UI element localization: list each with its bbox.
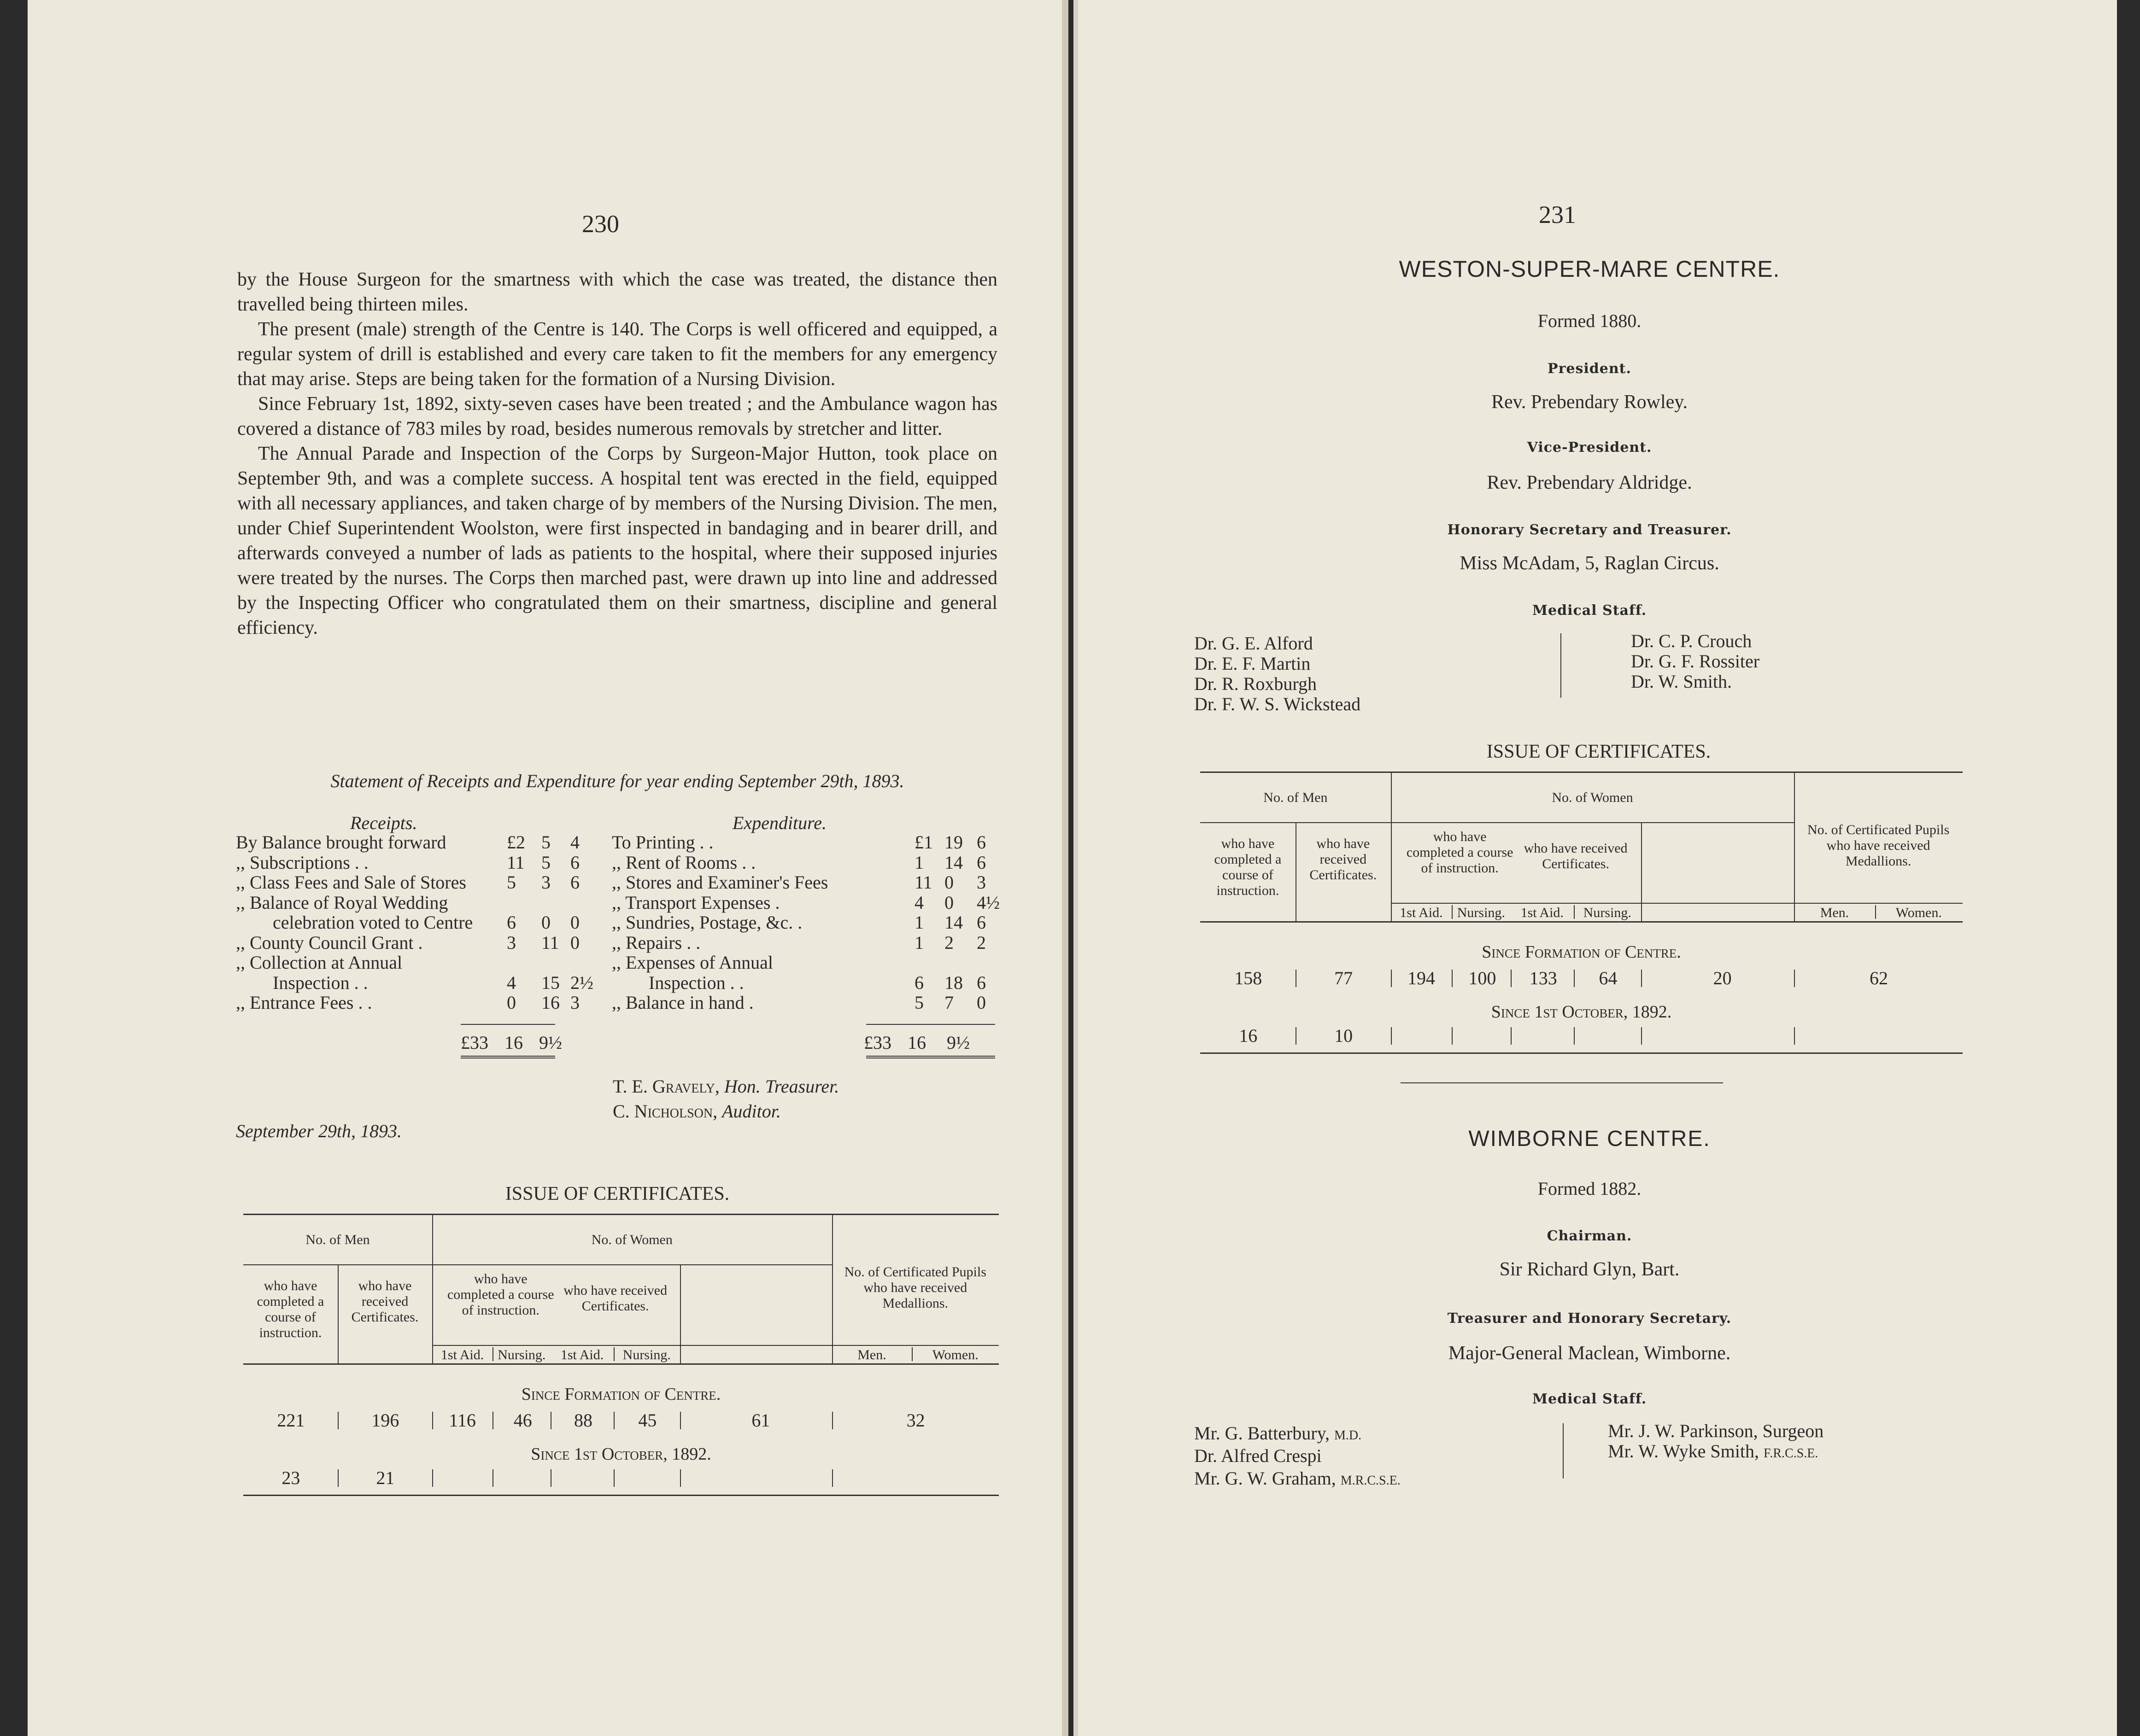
- staff-member: Mr. J. W. Parkinson, Surgeon: [1608, 1420, 1824, 1441]
- since-formation-label: Since Formation of Centre.: [1482, 942, 1681, 962]
- president-heading: President.: [1548, 361, 1631, 377]
- since-october-label: Since 1st October, 1892.: [1491, 1002, 1672, 1022]
- cell-value: 221: [277, 1410, 305, 1431]
- ledger-shillings: 0: [944, 872, 954, 893]
- subheader: Nursing.: [498, 1347, 546, 1362]
- staff-list-left: [1194, 1423, 1401, 1491]
- cell-value: 116: [449, 1410, 476, 1431]
- ledger-pounds: 6: [507, 912, 516, 933]
- ledger-pence: 6: [977, 912, 986, 933]
- ledger-shillings: 15: [541, 972, 560, 993]
- ledger-shillings: 19: [944, 832, 963, 853]
- divider: [1563, 1423, 1564, 1479]
- cell-value: 64: [1599, 968, 1618, 988]
- expenditure-heading: Expenditure.: [733, 812, 827, 833]
- subheader: Nursing.: [622, 1347, 671, 1362]
- paragraph: The Annual Parade and Inspection of the Corps by Surgeon-Major Hutton, took place on September 9th, and was a complete success. A hospital tent was erected in the field, equipped with all necessary appliances, and taken charge of by members of the Nursing Division. The men, under Chief Superintendent Woolston, were first inspected in bandaging and in bearer drill, and afterwards conveyed a number of lads as patients to the hospital, where their supposed injuries were treated by the nurses. The Corps then marched past, were drawn up into line and addressed by the Inspecting Officer who congratulated them on their smartness, discipline and general efficiency.: [237, 443, 997, 638]
- cell-separator: [492, 1412, 493, 1429]
- header-w-completed: who have completed a course of instruction.: [447, 1271, 554, 1318]
- header-completed: who have completed a course of instruction.: [1214, 836, 1282, 898]
- cell-separator: [492, 1469, 493, 1487]
- cell-value: 21: [376, 1467, 395, 1488]
- table-rule: [432, 1264, 832, 1265]
- statement-title: Statement of Receipts and Expenditure for year ending September 29th, 1893.: [330, 771, 904, 791]
- subheader: 1st Aid.: [440, 1347, 484, 1362]
- ledger-row: [28, 952, 1062, 973]
- table-rule: [1875, 905, 1876, 919]
- paragraph: The present (male) strength of the Centre is 140. The Corps is well officered and equipped, a regular system of drill is established and every care taken to fit the members for any emergency that may arise. Steps are being taken for the formation of a Nursing Division.: [237, 319, 997, 390]
- ledger-label: Inspection . .: [273, 972, 368, 993]
- staff-member: Dr. C. P. Crouch: [1631, 631, 1752, 651]
- subheader: Women.: [1895, 905, 1942, 920]
- header-medallions: No. of Certificated Pupils who have received Medallions.: [844, 1264, 986, 1311]
- cell-separator: [1511, 970, 1512, 987]
- ledger-pence: 4: [570, 832, 580, 853]
- statement-date: September 29th, 1893.: [236, 1121, 402, 1141]
- since-october-label: Since 1st October, 1892.: [531, 1444, 711, 1464]
- header-men: No. of Men: [305, 1232, 370, 1247]
- header-received: who have received Certificates.: [1309, 836, 1377, 883]
- ledger-shillings: 11: [541, 932, 559, 953]
- paragraph: by the House Surgeon for the smartness with which the case was treated, the distance then travelled being thirteen miles.: [237, 269, 997, 315]
- table-rule: [832, 1214, 833, 1363]
- chairman-name: Sir Richard Glyn, Bart.: [1499, 1259, 1680, 1280]
- certificates-table: [243, 1214, 999, 1499]
- table-rule: [1200, 772, 1963, 773]
- header-women: No. of Women: [1552, 790, 1633, 805]
- ledger-pounds: 5: [915, 992, 924, 1013]
- medical-staff-heading: Medical Staff.: [1532, 602, 1647, 619]
- cell-value: 10: [1334, 1025, 1353, 1046]
- right-page: [1073, 0, 2117, 1736]
- ledger-pounds: 1: [915, 912, 924, 933]
- since-formation-label: Since Formation of Centre.: [521, 1385, 721, 1404]
- ledger-pence: 3: [570, 992, 580, 1013]
- table-rule: [1391, 903, 1963, 904]
- ledger-pounds: 3: [507, 932, 516, 953]
- cell-separator: [1452, 1027, 1453, 1045]
- page-number: 231: [1539, 201, 1576, 228]
- table-rule: [492, 1347, 493, 1361]
- table-rule: [243, 1495, 999, 1496]
- ledger-row: [28, 992, 1062, 1013]
- ledger-shillings: 5: [541, 852, 551, 873]
- ledger-shillings: 14: [944, 912, 963, 933]
- subheader: Nursing.: [1457, 905, 1505, 920]
- ledger-pounds: 5: [507, 872, 516, 893]
- cell-separator: [1574, 1027, 1575, 1045]
- cell-value: 16: [1239, 1025, 1258, 1046]
- ledger-label: ,, Transport Expenses .: [612, 892, 780, 913]
- ledger-row: [28, 972, 1062, 993]
- table-rule: [1200, 921, 1963, 923]
- cell-separator: [1641, 970, 1642, 987]
- ledger-shillings: 16: [541, 992, 560, 1013]
- ledger-pounds: 1: [915, 932, 924, 953]
- secretary-name: Miss McAdam, 5, Raglan Circus.: [1460, 553, 1719, 574]
- receipts-heading: Receipts.: [350, 812, 417, 833]
- ledger-pounds: 0: [507, 992, 516, 1013]
- cell-value: 23: [281, 1467, 300, 1488]
- cell-separator: [1794, 970, 1795, 987]
- staff-member: Dr. W. Smith.: [1631, 671, 1732, 692]
- ledger-pence: 0: [570, 932, 580, 953]
- ledger-shillings: 14: [944, 852, 963, 873]
- cell-separator: [1391, 1027, 1392, 1045]
- cell-separator: [1574, 970, 1575, 987]
- header-w-completed: who have completed a course of instruction.: [1406, 829, 1513, 876]
- staff-list-right: [1608, 1421, 1823, 1464]
- divider: [866, 1056, 995, 1058]
- table-rule: [1452, 905, 1453, 919]
- total-shillings: 16: [908, 1032, 926, 1053]
- ledger-label: ,, Entrance Fees . .: [236, 992, 372, 1013]
- ledger-shillings: 3: [541, 872, 551, 893]
- ledger-label: ,, Sundries, Postage, &c. .: [612, 912, 803, 933]
- ledger-label: ,, Rent of Rooms . .: [612, 852, 756, 873]
- cell-separator: [432, 1469, 433, 1487]
- ledger-pounds: 4: [507, 972, 516, 993]
- body-text: [237, 267, 997, 640]
- ledger-pence: 0: [570, 912, 580, 933]
- paragraph: Since February 1st, 1892, sixty-seven cases have been treated ; and the Ambulance wagon has covered a distance of 783 miles by road, besides numerous removals by stretcher and litter.: [237, 393, 997, 439]
- ledger-pence: 3: [977, 872, 986, 893]
- cell-separator: [614, 1469, 615, 1487]
- cell-value: 45: [638, 1410, 657, 1431]
- table-rule: [1391, 822, 1794, 823]
- certificates-table: [1200, 772, 1963, 1057]
- ledger-pounds: 1: [915, 852, 924, 873]
- header-completed: who have completed a course of instruction.: [257, 1278, 324, 1340]
- subheader: 1st Aid.: [1520, 905, 1564, 920]
- centre-title: WIMBORNE CENTRE.: [1468, 1127, 1711, 1151]
- table-rule: [432, 1345, 999, 1346]
- cell-value: 194: [1407, 968, 1435, 988]
- chairman-heading: Chairman.: [1547, 1228, 1632, 1244]
- ledger-pence: 4½: [977, 892, 1000, 913]
- staff-member: Mr. G. Batterbury, M.D.: [1194, 1423, 1362, 1444]
- ledger-shillings: 2: [944, 932, 954, 953]
- ledger-label: ,, Balance of Royal Wedding: [236, 892, 448, 913]
- header-w-received: who have received Certificates.: [1524, 841, 1628, 871]
- total-shillings: 16: [504, 1032, 523, 1053]
- medical-staff-heading: Medical Staff.: [1532, 1391, 1647, 1407]
- staff-member: Mr. G. W. Graham, M.R.C.S.E.: [1194, 1468, 1401, 1489]
- cell-separator: [1452, 970, 1453, 987]
- ledger-pence: 2½: [570, 972, 593, 993]
- cell-value: 88: [574, 1410, 592, 1431]
- ledger-row: [28, 892, 1062, 913]
- header-w-received: who have received Certificates.: [563, 1283, 668, 1314]
- ledger-shillings: 5: [541, 832, 551, 853]
- ledger-label: ,, Repairs . .: [612, 932, 701, 953]
- ledger-pounds: £2: [507, 832, 525, 853]
- ledger-shillings: 18: [944, 972, 963, 993]
- table-rule: [243, 1214, 999, 1215]
- ledger-label: ,, County Council Grant .: [236, 932, 423, 953]
- cell-separator: [680, 1469, 681, 1487]
- auditor-signature: C. Nicholson, Auditor.: [613, 1101, 781, 1122]
- cell-separator: [1391, 970, 1392, 987]
- ledger-pounds: 6: [915, 972, 924, 993]
- ledger-pounds: 11: [915, 872, 932, 893]
- cell-separator: [1641, 1027, 1642, 1045]
- ledger-row: [28, 852, 1062, 873]
- total-pence: 9½: [539, 1032, 562, 1053]
- table-rule: [1641, 822, 1642, 921]
- staff-member: Dr. F. W. S. Wickstead: [1194, 694, 1361, 714]
- ledger-pence: 6: [570, 852, 580, 873]
- cell-value: 61: [751, 1410, 770, 1431]
- ledger-row: [28, 932, 1062, 953]
- cell-value: 46: [513, 1410, 532, 1431]
- cell-value: 77: [1334, 968, 1353, 988]
- ledger-pence: 2: [977, 932, 986, 953]
- divider: [461, 1056, 555, 1058]
- cell-value: 62: [1869, 968, 1888, 988]
- table-rule: [614, 1347, 615, 1361]
- formed-date: Formed 1882.: [1537, 1178, 1642, 1199]
- ledger-row: [28, 831, 1062, 853]
- divider: [866, 1024, 995, 1025]
- staff-member: Dr. R. Roxburgh: [1194, 673, 1317, 694]
- section-divider: [1401, 1082, 1723, 1083]
- ledger-pence: 6: [977, 852, 986, 873]
- table-rule: [1200, 1052, 1963, 1054]
- table-rule: [912, 1347, 913, 1361]
- ledger-label: ,, Subscriptions . .: [236, 852, 369, 873]
- page-number: 230: [582, 210, 619, 238]
- ledger-pence: 0: [977, 992, 986, 1013]
- subheader: 1st Aid.: [1400, 905, 1443, 920]
- table-rule: [1574, 905, 1575, 919]
- table-rule: [1794, 772, 1795, 921]
- cell-separator: [832, 1469, 833, 1487]
- staff-list-right: [1631, 631, 1759, 692]
- table-rule: [680, 1264, 681, 1363]
- ledger-label: Inspection . .: [649, 972, 744, 993]
- cell-value: 20: [1713, 968, 1732, 988]
- subheader: 1st Aid.: [560, 1347, 604, 1362]
- staff-member: Dr. Alfred Crespi: [1194, 1445, 1322, 1466]
- cell-separator: [338, 1469, 339, 1487]
- header-women: No. of Women: [591, 1232, 673, 1247]
- subheader: Men.: [1820, 905, 1849, 920]
- divider: [461, 1024, 555, 1025]
- staff-list-left: [1194, 633, 1360, 714]
- ledger-label: ,, Class Fees and Sale of Stores: [236, 872, 466, 893]
- ledger-pounds: £1: [915, 832, 933, 853]
- cell-separator: [614, 1412, 615, 1429]
- ledger-pounds: 4: [915, 892, 924, 913]
- ledger-shillings: 7: [944, 992, 954, 1013]
- treasurer-name: Major-General Maclean, Wimborne.: [1448, 1343, 1731, 1364]
- subheader: Nursing.: [1583, 905, 1631, 920]
- subheader: Men.: [857, 1347, 886, 1362]
- ledger-label: ,, Expenses of Annual: [612, 952, 773, 973]
- cell-separator: [1511, 1027, 1512, 1045]
- certificates-title: ISSUE OF CERTIFICATES.: [1486, 741, 1711, 762]
- certificates-title: ISSUE OF CERTIFICATES.: [505, 1183, 730, 1204]
- expenditure-total: [28, 1032, 1062, 1053]
- table-rule: [338, 1264, 339, 1363]
- ledger-label: celebration voted to Centre: [273, 912, 473, 933]
- ledger-pounds: 11: [507, 852, 525, 873]
- staff-member: Dr. G. F. Rossiter: [1631, 651, 1760, 672]
- header-men: No. of Men: [1263, 790, 1328, 805]
- divider: [1560, 633, 1561, 698]
- ledger-pence: 6: [977, 832, 986, 853]
- cell-value: 100: [1468, 968, 1496, 988]
- cell-value: 32: [906, 1410, 925, 1431]
- ledger-shillings: 0: [944, 892, 954, 913]
- staff-member: Mr. W. Wyke Smith, F.R.C.S.E.: [1608, 1441, 1818, 1461]
- left-page: [28, 0, 1068, 1736]
- table-rule: [243, 1363, 999, 1365]
- cell-value: 196: [371, 1410, 399, 1431]
- vice-president-name: Rev. Prebendary Aldridge.: [1487, 472, 1692, 493]
- total-pence: 9½: [947, 1032, 970, 1053]
- cell-separator: [338, 1412, 339, 1429]
- ledger-label: ,, Collection at Annual: [236, 952, 403, 973]
- cell-separator: [680, 1412, 681, 1429]
- cell-value: 133: [1529, 968, 1557, 988]
- president-name: Rev. Prebendary Rowley.: [1491, 392, 1688, 413]
- total-pounds: £33: [461, 1032, 488, 1053]
- ledger-row: [28, 871, 1062, 893]
- staff-member: Dr. G. E. Alford: [1194, 633, 1313, 654]
- subheader: Women.: [932, 1347, 979, 1362]
- ledger-label: ,, Balance in hand .: [612, 992, 754, 1013]
- ledger-shillings: 0: [541, 912, 551, 933]
- secretary-heading: Honorary Secretary and Treasurer.: [1447, 522, 1732, 538]
- header-received: who have received Certificates.: [351, 1278, 419, 1325]
- total-pounds: £33: [864, 1032, 891, 1053]
- treasurer-heading: Treasurer and Honorary Secretary.: [1447, 1310, 1732, 1327]
- treasurer-signature: T. E. Gravely, Hon. Treasurer.: [613, 1076, 839, 1097]
- vice-president-heading: Vice-President.: [1527, 439, 1652, 456]
- ledger-label: By Balance brought forward: [236, 832, 446, 853]
- cell-separator: [1794, 1027, 1795, 1045]
- cell-separator: [432, 1412, 433, 1429]
- cell-separator: [832, 1412, 833, 1429]
- header-medallions: No. of Certificated Pupils who have received Medallions.: [1807, 822, 1950, 869]
- ledger-pence: 6: [977, 972, 986, 993]
- staff-member: Dr. E. F. Martin: [1194, 653, 1311, 674]
- cell-value: 158: [1234, 968, 1262, 988]
- ledger-row: [28, 912, 1062, 933]
- ledger-label: To Printing . .: [612, 832, 714, 853]
- centre-title: WESTON-SUPER-MARE CENTRE.: [1399, 256, 1780, 282]
- ledger-label: ,, Stores and Examiner's Fees: [612, 872, 828, 893]
- formed-date: Formed 1880.: [1537, 310, 1642, 331]
- ledger-pence: 6: [570, 872, 580, 893]
